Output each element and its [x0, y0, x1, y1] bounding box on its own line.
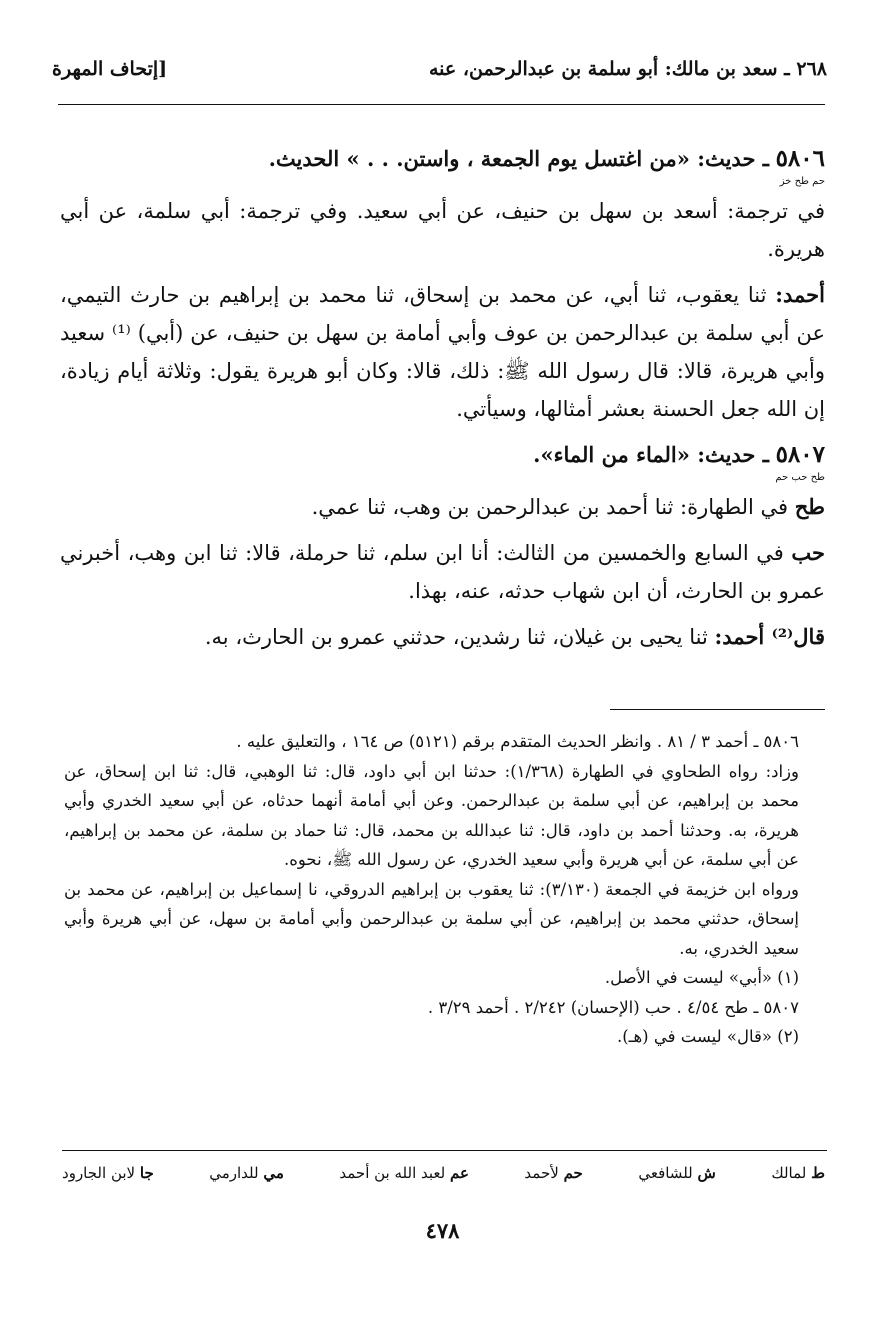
footnote-1: (١) «أبي» ليست في الأصل. — [604, 968, 799, 987]
hadith-title: ـ حديث: «الماء من الماء». — [533, 442, 769, 467]
entry-5807-hibban — [60, 534, 825, 610]
entry-5806-heading — [60, 140, 825, 188]
abbr-item: عم لعبد الله بن أحمد — [339, 1164, 469, 1182]
footnote-5806-ref: ٥٨٠٦ ـ أحمد ٣ / ٨١ . وانظر الحديث المتقدم برقم (٥١٢١) ص ١٦٤ ، والتعليق عليه . — [236, 732, 799, 751]
footnote-5806-tahawi: وزاد: رواه الطحاوي في الطهارة (١/٣٦٨): حدثنا ابن أبي داود، قال: ثنا الوهبي، قال: ثنا ابن إسحاق، عن محمد بن إبراهيم، عن أبي سلمة بن عبدالرحمن. وعن أبي أمامة أنهما حدثاه، عن أبي سعيد الخدري وأبي هريرة، به. وحدثنا أحمد بن داود، قال: ثنا عبدالله بن محمد، قال: ثنا حماد بن سلمة، عن محمد بن إبراهيم، عن أبي سلمة، عن أبي هريرة وأبي سعيد الخدري، عن رسول الله ﷺ، نحوه. — [64, 761, 799, 869]
entry-5807-ahmad — [60, 618, 825, 656]
source-label: قال⁽²⁾ أحمد: — [714, 624, 825, 649]
footnotes — [64, 727, 825, 1052]
source-text: في السابع والخمسين من الثالث: أنا ابن سلم، ثنا حرملة، قالا: ثنا ابن وهب، أخبرني عمرو بن الحارث، أن ابن شهاب حدثه، عنه، بهذا. — [60, 541, 825, 603]
entry-5806-line1: في ترجمة: أسعد بن سهل بن حنيف، عن أبي سعيد. وفي ترجمة: أبي سلمة، عن أبي هريرة. — [60, 199, 825, 261]
source-label: حب — [791, 540, 825, 565]
hadith-title: ـ حديث: «من اغتسل يوم الجمعة ، واستن. . . » الحديث. — [268, 146, 769, 171]
entry-5807-heading — [60, 436, 825, 484]
abbreviations-legend — [62, 1164, 825, 1182]
abbr-item: جا لابن الجارود — [62, 1164, 154, 1182]
abbr-item: مي للدارمي — [209, 1164, 284, 1182]
footnote-divider — [610, 709, 825, 710]
abbr-item: حم لأحمد — [524, 1164, 583, 1182]
footnote-5806-khuzayma: ورواه ابن خزيمة في الجمعة (٣/١٣٠): ثنا يعقوب بن إبراهيم الدروقي، نا إسماعيل بن إبراهيم، عن محمد بن إسحاق، حدثني محمد بن إبراهيم، عن أبي سلمة بن عبدالرحمن وأبي أمامة بن سهل، عن أبي هريرة وأبي سعيد الخدري، به. — [64, 879, 800, 958]
hadith-number: ٥٨٠٦ — [775, 145, 825, 172]
source-sigla: طح حب حم — [775, 472, 825, 483]
footnote-2: (٢) «قال» ليست في (هـ). — [616, 1027, 799, 1046]
source-text: ثنا يعقوب، ثنا أبي، عن محمد بن إسحاق، ثنا محمد بن إبراهيم بن حارث التيمي، عن أبي سلمة بن عبدالرحمن بن عوف وأبي أمامة بن سهل بن حنيف، عن (أبي) ⁽¹⁾ سعيد وأبي هريرة، قالا: قال رسول الله ﷺ: ذلك، قالا: وكان أبو هريرة يقول: وثلاثة أيام زيادة، إن الله جعل الحسنة بعشر أمثالها، وسيأتي. — [60, 283, 826, 421]
source-text: ثنا يحيى بن غيلان، ثنا رشدين، حدثني عمرو بن الحارث، به. — [204, 625, 708, 649]
page-header — [52, 58, 827, 80]
main-text — [60, 140, 825, 664]
abbr-item: ش للشافعي — [638, 1164, 716, 1182]
abbreviations-divider — [62, 1150, 827, 1151]
source-label: طح — [794, 494, 825, 519]
page-number: ٤٧٨ — [425, 1218, 460, 1243]
source-sigla: حم طح خز — [779, 176, 825, 187]
book-title: [إتحاف المهرة — [52, 58, 168, 80]
header-divider — [58, 104, 825, 105]
abbr-item: ط لمالك — [771, 1164, 825, 1182]
source-text: في الطهارة: ثنا أحمد بن عبدالرحمن بن وهب، ثنا عمي. — [311, 495, 789, 519]
running-title: ٢٦٨ ـ سعد بن مالك: أبو سلمة بن عبدالرحمن، عنه — [428, 58, 827, 80]
entry-5806-ahmad — [60, 276, 825, 428]
footnote-5807-ref: ٥٨٠٧ ـ طح ٤/٥٤ . حب (الإحسان) ٢/٢٤٢ . أحمد ٣/٢٩ . — [427, 997, 799, 1017]
source-label: أحمد: — [775, 282, 825, 307]
hadith-number: ٥٨٠٧ — [775, 441, 825, 468]
entry-5807-tahawi — [60, 488, 825, 526]
